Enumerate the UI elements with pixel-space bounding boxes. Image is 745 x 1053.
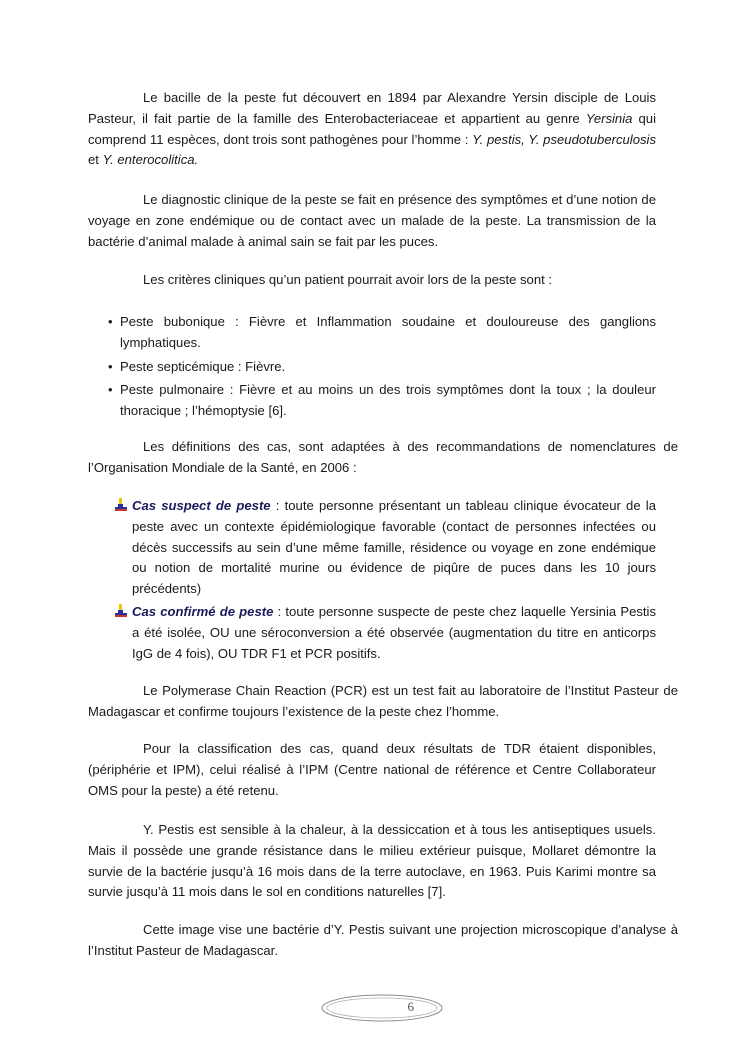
paragraph-definitions: Les définitions des cas, sont adaptées à des recommandations de nomenclatures de l’Organisation Mondiale de la Santé, en 2006 : xyxy=(88,439,678,475)
paragraph-intro xyxy=(88,88,656,171)
case-term: Cas confirmé de peste xyxy=(132,603,274,619)
paragraph-intro-text-a: Le bacille de la peste fut découvert en 1894 par Alexandre Yersin disciple de Louis Pasteur, il fait partie de la famille des Enterobacteriaceae et appartient au genre xyxy=(88,90,656,126)
case-definition-item xyxy=(110,496,656,600)
arrow-bullet-icon xyxy=(114,604,128,618)
genus-name: Yersinia xyxy=(585,110,633,126)
list-item xyxy=(108,312,656,354)
page-number xyxy=(320,993,444,1023)
paragraph-pcr: Le Polymerase Chain Reaction (PCR) est un test fait au laboratoire de l’Institut Pasteur de Madagascar et confirme toujours l’existence de la peste chez l’homme. xyxy=(88,683,678,719)
paragraph-intro-text-b: qui comprend 11 espèces, dont trois sont pathogènes pour l’homme : xyxy=(88,110,656,147)
case-text: : toute personne présentant un tableau clinique évocateur de la peste avec un contexte épidémiologique favorable (contact de personnes infectées ou décès successifs au sein d’une même famille, résidence ou voyage en zone endémique ou notion de mortalité murine ou évidence de piqûre de puces dans les 10 jours précédents) xyxy=(132,498,657,597)
bullet-dot-icon: • xyxy=(108,358,113,374)
list-item-text: Peste bubonique : Fièvre et Inflammation soudaine et douloureuse des ganglions lymphatiques. xyxy=(120,314,656,350)
case-definition-item xyxy=(110,602,656,664)
paragraph-intro-text-c: et xyxy=(88,152,103,168)
species-names-a: Y. pestis, Y. pseudotuberculosis xyxy=(472,131,656,147)
bullet-dot-icon: • xyxy=(108,382,113,398)
paragraph-classification: Pour la classification des cas, quand deux résultats de TDR étaient disponibles, (périphérie et IPM), celui réalisé à l’IPM (Centre national de référence et Centre Collaborateur OMS pour la peste) a été retenu. xyxy=(88,741,656,798)
list-item-text: Peste pulmonaire : Fièvre et au moins un des trois symptômes dont la toux ; la douleur thoracique ; l’hémoptysie [6]. xyxy=(120,382,656,419)
case-definitions-list xyxy=(110,496,656,664)
list-item xyxy=(108,357,656,378)
oval-frame-icon xyxy=(320,993,444,1023)
paragraph-criteria-intro: Les critères cliniques qu’un patient pourrait avoir lors de la peste sont : xyxy=(143,272,553,287)
list-item xyxy=(108,380,656,422)
paragraph-resistance: Y. Pestis est sensible à la chaleur, à la dessiccation et à tous les antiseptiques usuels. Mais il possède une grande résistance dans le milieu extérieur puisque, Mollaret démontre la survie de la bactérie jusqu’à 16 mois dans de la terre autoclave, en 1963. Puis Karimi montre sa survie jusqu’à 11 mois dans le sol en conditions naturelles [7]. xyxy=(88,822,656,900)
page-number-text: 6 xyxy=(407,999,414,1014)
paragraph-image-caption: Cette image vise une bactérie d’Y. Pestis suivant une projection microscopique d’analyse à l’Institut Pasteur de Madagascar. xyxy=(88,922,678,958)
species-names-b: Y. enterocolitica. xyxy=(102,152,199,168)
bullet-dot-icon: • xyxy=(108,314,113,329)
case-term: Cas suspect de peste xyxy=(132,498,271,513)
arrow-bullet-icon xyxy=(114,498,128,512)
case-text: : toute personne suspecte de peste chez laquelle Yersinia Pestis a été isolée, OU une séroconversion a été observée (augmentation du titre en anticorps IgG de 4 fois), OU TDR F1 et PCR positifs. xyxy=(132,603,657,661)
paragraph-diagnostic: Le diagnostic clinique de la peste se fait en présence des symptômes et d’une notion de voyage en zone endémique ou de contact avec un malade de la peste. La transmission de la bactérie d’animal malade à animal sain se fait par les puces. xyxy=(88,192,656,249)
clinical-criteria-list xyxy=(108,312,656,422)
list-item-text: Peste septicémique : Fièvre. xyxy=(120,358,286,374)
